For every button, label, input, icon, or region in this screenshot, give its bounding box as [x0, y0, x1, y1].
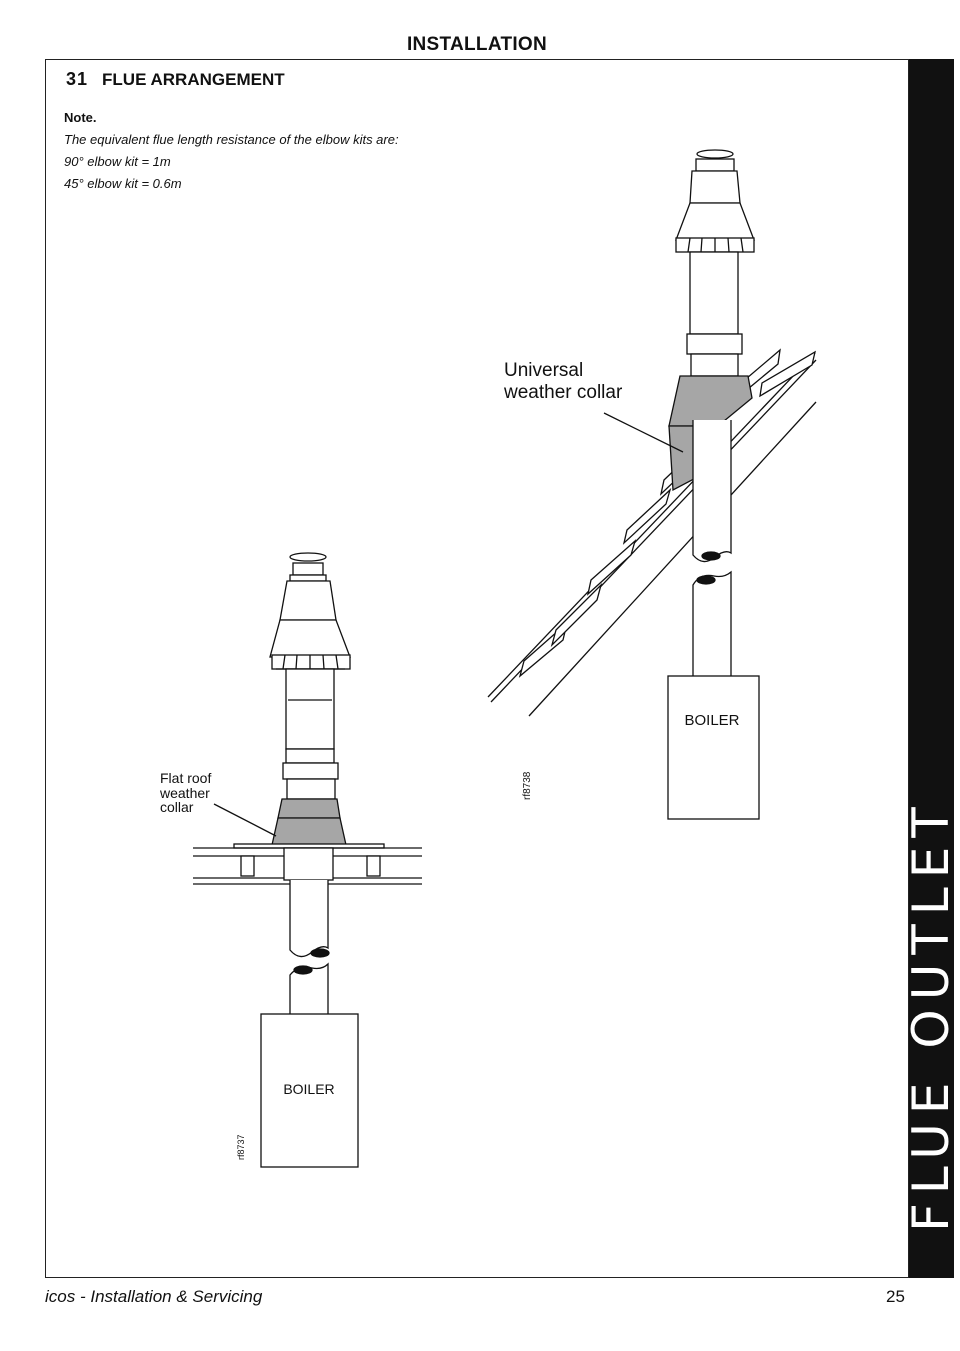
section-title-text: FLUE ARRANGEMENT — [102, 70, 285, 89]
note-line: The equivalent flue length resistance of the elbow kits are: — [64, 132, 399, 147]
note-line: 90° elbow kit = 1m — [64, 154, 171, 169]
page-header: INSTALLATION — [406, 34, 548, 55]
footer-product: icos — [45, 1287, 76, 1306]
page-number: 25 — [886, 1287, 905, 1306]
flat-collar-label: weather — [160, 785, 210, 801]
boiler-box — [668, 676, 759, 819]
terminal-cone-lower — [270, 620, 350, 657]
terminal-cap — [290, 553, 326, 561]
section-number: 31 — [66, 69, 89, 89]
flat-collar-label: Flat roof — [160, 770, 212, 786]
boiler-label: BOILER — [684, 712, 740, 729]
figure-ref: rf8738 — [522, 771, 533, 800]
note-line: 45° elbow kit = 0.6m — [64, 176, 182, 191]
section-tab-label: FLUE OUTLET — [902, 798, 960, 1232]
note-heading: Note. — [64, 110, 97, 125]
terminal-cone-upper — [280, 581, 336, 620]
flat-roof-diagram — [193, 553, 422, 1167]
footer-doc: - Installation & Servicing — [75, 1287, 263, 1306]
flue-pipe-lower — [290, 880, 328, 957]
terminal-cap — [697, 150, 733, 158]
footer-title — [45, 1287, 262, 1307]
pitched-roof-diagram — [488, 150, 816, 819]
flat-collar-label: collar — [160, 799, 194, 815]
figure-ref: rf8737 — [236, 1134, 246, 1160]
flue-pipe-upper — [286, 669, 334, 749]
flat-roof-collar — [272, 818, 346, 845]
universal-collar — [669, 376, 752, 426]
universal-collar-label: Universal — [504, 360, 584, 381]
terminal-top — [293, 563, 323, 575]
universal-collar-label: weather collar — [504, 382, 623, 403]
boiler-label: BOILER — [283, 1081, 335, 1097]
